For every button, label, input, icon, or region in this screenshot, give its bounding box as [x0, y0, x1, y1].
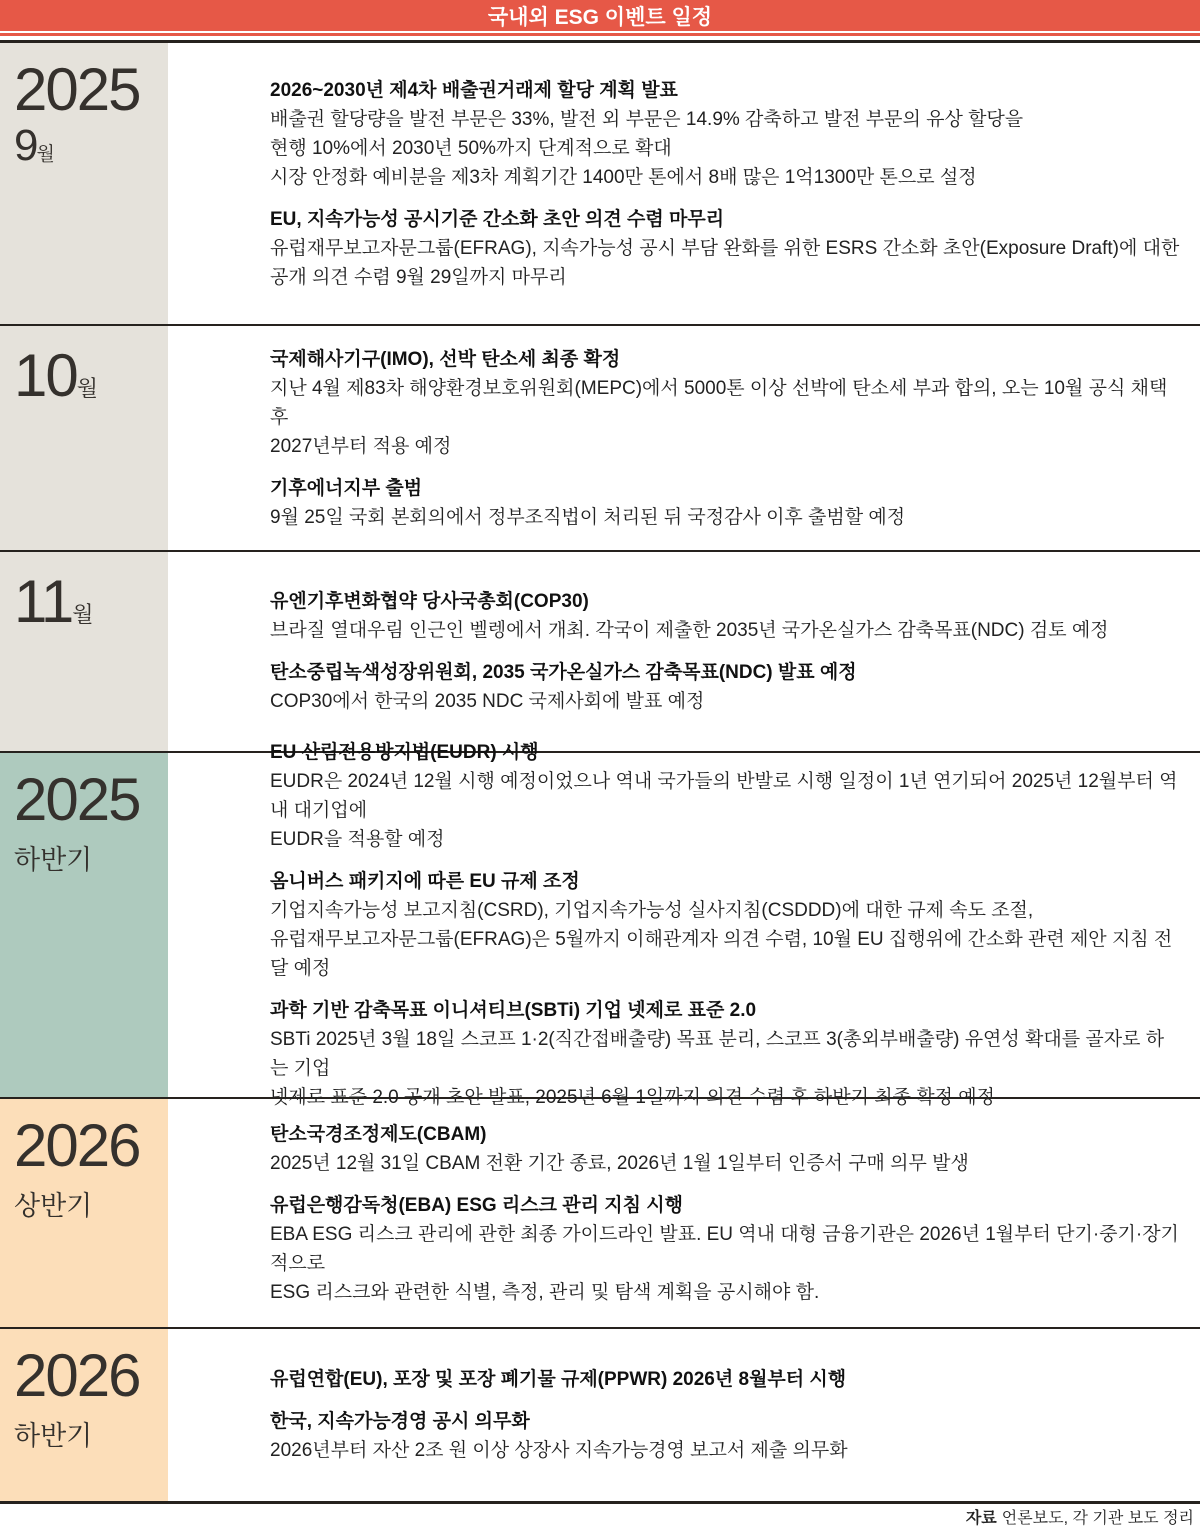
- event-item: [270, 738, 1180, 854]
- schedule-rows: [0, 43, 1200, 1504]
- event-item: [270, 345, 1180, 461]
- event-title: 탄소국경조정제도(CBAM): [270, 1123, 487, 1145]
- event-description-line: SBTi 2025년 3월 18일 스코프 1·2(직간접배출량) 목표 분리, 스코프 3(총외부배출량) 유연성 확대를 골자로 하는 기업: [270, 1029, 1165, 1079]
- period-cell: [0, 753, 168, 1097]
- event-item: [270, 658, 1180, 716]
- period-half-label: 상반기: [14, 1191, 93, 1222]
- period-month-number: 11: [14, 568, 73, 635]
- event-item: [270, 1407, 1180, 1465]
- event-description-line: 2025년 12월 31일 CBAM 전환 기간 종료, 2026년 1월 1일부터 인증서 구매 의무 발생: [270, 1152, 969, 1174]
- event-description-line: 2027년부터 적용 예정: [270, 435, 452, 457]
- event-list: [168, 43, 1200, 324]
- source-text: 언론보도, 각 기관 보도 정리: [1001, 1509, 1194, 1527]
- period-month-suffix: 월: [72, 602, 94, 627]
- event-item: [270, 76, 1180, 192]
- event-title: 유럽연합(EU), 포장 및 포장 폐기물 규제(PPWR) 2026년 8월부터 시행: [270, 1369, 847, 1390]
- period-half-label: 하반기: [14, 1421, 93, 1452]
- period-month: [14, 568, 168, 635]
- event-description-line: EUDR은 2024년 12월 시행 예정이었으나 역내 국가들의 반발로 시행 일정이 1년 연기되어 2025년 12월부터 역내 대기업에: [270, 771, 1178, 821]
- event-item: [270, 1365, 1180, 1394]
- header-bar: [0, 0, 1200, 33]
- event-item: [270, 587, 1180, 645]
- event-description-line: 배출권 할당량을 발전 부문은 33%, 발전 외 부문은 14.9% 감축하고 발전 부문의 유상 할당을: [270, 108, 1024, 130]
- event-description-line: COP30에서 한국의 2035 NDC 국제사회에 발표 예정: [270, 691, 705, 712]
- period-month: [14, 121, 168, 171]
- schedule-row: [0, 43, 1200, 326]
- event-description-line: 넷제로 표준 2.0 공개 초안 발표, 2025년 6월 1일까지 의견 수렴 후 하반기 최종 확정 예정: [270, 1087, 995, 1108]
- event-list: [168, 1099, 1200, 1327]
- event-description-line: 지난 4월 제83차 해양환경보호위원회(MEPC)에서 5000톤 이상 선박에 탄소세 부과 합의, 오는 10월 공식 채택 후: [270, 377, 1168, 428]
- event-item: [270, 1191, 1180, 1307]
- schedule-row: [0, 1099, 1200, 1329]
- period-cell: [0, 43, 168, 324]
- event-item: [270, 1120, 1180, 1178]
- event-title: 과학 기반 감축목표 이니셔티브(SBTi) 기업 넷제로 표준 2.0: [270, 1000, 757, 1021]
- period-cell: [0, 552, 168, 751]
- event-description-line: 2026년부터 자산 2조 원 이상 상장사 지속가능경영 보고서 제출 의무화: [270, 1440, 848, 1461]
- source-note: [0, 1504, 1200, 1528]
- period-month: [14, 342, 168, 409]
- page-title: 국내외 ESG 이벤트 일정: [487, 5, 713, 29]
- event-description-line: ESG 리스크와 관련한 식별, 측정, 관리 및 탐색 계획을 공시해야 함.: [270, 1281, 820, 1303]
- period-half-label: 하반기: [14, 845, 93, 876]
- period-year: 2025: [14, 56, 140, 123]
- period-year: 2026: [14, 1112, 140, 1179]
- event-title: 국제해사기구(IMO), 선박 탄소세 최종 확정: [270, 348, 621, 370]
- event-list: [168, 552, 1200, 751]
- schedule-row: [0, 742, 1200, 1108]
- period-year: 2025: [14, 766, 140, 833]
- period-cell: [0, 326, 168, 550]
- event-description-line: 유럽재무보고자문그룹(EFRAG), 지속가능성 공시 부담 완화를 위한 ESRS 간소화 초안(Exposure Draft)에 대한: [270, 237, 1180, 259]
- event-list: [168, 1329, 1200, 1501]
- period-month-number: 9: [14, 121, 37, 171]
- schedule-row: [0, 326, 1200, 552]
- event-description-line: 공개 의견 수렴 9월 29일까지 마무리: [270, 266, 567, 288]
- event-title: EU, 지속가능성 공시기준 간소화 초안 의견 수렴 마무리: [270, 208, 725, 230]
- event-title: 2026~2030년 제4차 배출권거래제 할당 계획 발표: [270, 79, 678, 101]
- event-item: [270, 474, 1180, 532]
- schedule-row: [0, 552, 1200, 753]
- event-title: 옴니버스 패키지에 따른 EU 규제 조정: [270, 871, 580, 892]
- event-title: EU 산림전용방지법(EUDR) 시행: [270, 742, 539, 763]
- event-description-line: 현행 10%에서 2030년 50%까지 단계적으로 확대: [270, 137, 672, 159]
- event-list: [168, 326, 1200, 550]
- event-description-line: 기업지속가능성 보고지침(CSRD), 기업지속가능성 실사지침(CSDDD)에 대한 규제 속도 조절,: [270, 900, 1034, 921]
- event-title: 탄소중립녹색성장위원회, 2035 국가온실가스 감축목표(NDC) 발표 예정: [270, 662, 857, 683]
- event-description-line: 유럽재무보고자문그룹(EFRAG)은 5월까지 이해관계자 의견 수렴, 10월 EU 집행위에 간소화 관련 제안 지침 전달 예정: [270, 929, 1173, 979]
- schedule-row: [0, 1329, 1200, 1504]
- event-description-line: EUDR을 적용할 예정: [270, 829, 445, 850]
- event-list: [168, 742, 1200, 1108]
- period-month-number: 10: [14, 342, 77, 409]
- period-year: 2026: [14, 1342, 140, 1409]
- period-month-suffix: 월: [76, 376, 99, 401]
- event-title: 기후에너지부 출범: [270, 477, 423, 499]
- event-description-line: 브라질 열대우림 인근인 벨렝에서 개최. 각국이 제출한 2035년 국가온실가스 감축목표(NDC) 검토 예정: [270, 620, 1109, 641]
- event-description-line: 9월 25일 국회 본회의에서 정부조직법이 처리된 뒤 국정감사 이후 출범할 예정: [270, 506, 906, 528]
- event-title: 한국, 지속가능경영 공시 의무화: [270, 1411, 530, 1432]
- event-title: 유럽은행감독청(EBA) ESG 리스크 관리 지침 시행: [270, 1194, 683, 1216]
- period-cell: [0, 1099, 168, 1327]
- event-item: [270, 867, 1180, 983]
- event-title: 유엔기후변화협약 당사국총회(COP30): [270, 591, 589, 612]
- event-description-line: 시장 안정화 예비분을 제3차 계획기간 1400만 톤에서 8배 많은 1억1300만 톤으로 설정: [270, 166, 977, 188]
- source-label: 자료: [965, 1509, 997, 1527]
- period-cell: [0, 1329, 168, 1501]
- event-item: [270, 996, 1180, 1112]
- event-item: [270, 205, 1180, 292]
- event-description-line: EBA ESG 리스크 관리에 관한 최종 가이드라인 발표. EU 역내 대형 금융기관은 2026년 1월부터 단기·중기·장기적으로: [270, 1223, 1179, 1274]
- period-month-suffix: 월: [36, 144, 55, 166]
